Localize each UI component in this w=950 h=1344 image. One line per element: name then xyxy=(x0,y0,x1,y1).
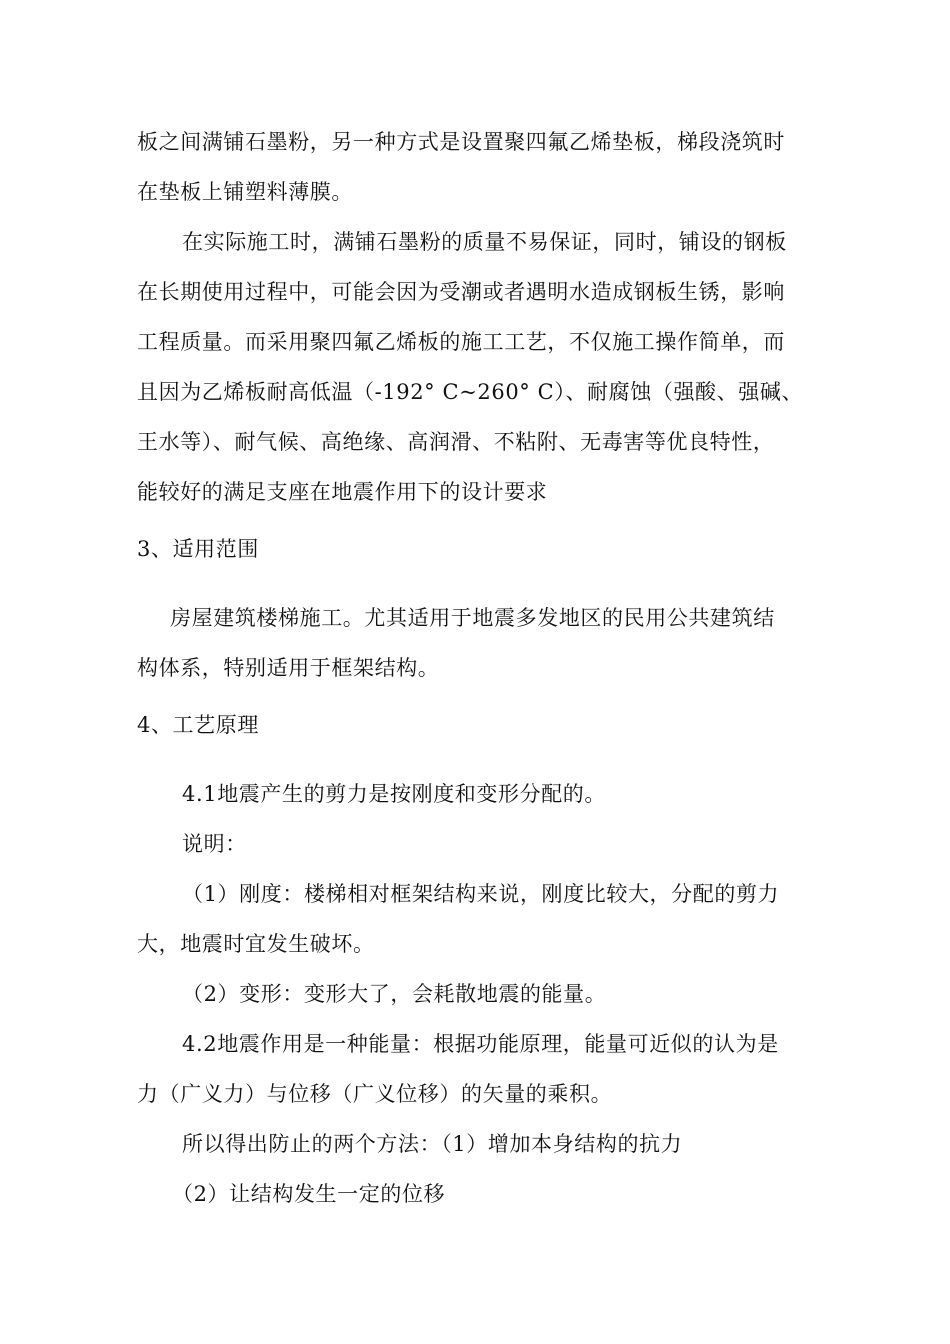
text-line-4: 在长期使用过程中，可能会因为受潮或者遇明水造成钢板生锈，影响 xyxy=(137,280,785,304)
text-line-18: 所以得出防止的两个方法：（1）增加本身结构的抗力 xyxy=(182,1132,683,1156)
text-line-3: 在实际施工时，满铺石墨粉的质量不易保证，同时，铺设的钢板 xyxy=(182,230,787,254)
text-line-15: （2）变形：变形大了，会耗散地震的能量。 xyxy=(182,982,607,1006)
text-line-14: 大，地震时宜发生破坏。 xyxy=(137,932,375,956)
text-line-1: 板之间满铺石墨粉，另一种方式是设置聚四氟乙烯垫板，梯段浇筑时 xyxy=(137,130,785,154)
text-line-7: 王水等）、耐气候、高绝缘、高润滑、不粘附、无毒害等优良特性， xyxy=(137,430,775,454)
text-line-19: （2）让结构发生一定的位移 xyxy=(172,1182,446,1206)
text-line-2: 在垫板上铺塑料薄膜。 xyxy=(137,180,353,204)
text-line-13: （1）刚度：楼梯相对框架结构来说，刚度比较大，分配的剪力 xyxy=(182,882,780,906)
text-line-10: 构体系，特别适用于框架结构。 xyxy=(137,656,440,680)
text-line-9: 房屋建筑楼梯施工。尤其适用于地震多发地区的民用公共建筑结 xyxy=(170,606,775,630)
text-line-6: 且因为乙烯板耐高低温（-192° C~260° C）、耐腐蚀（强酸、强碱、 xyxy=(137,380,804,404)
section-heading-4: 4、工艺原理 xyxy=(137,713,259,737)
section-heading-3: 3、适用范围 xyxy=(137,537,259,561)
text-line-11: 4.1地震产生的剪力是按刚度和变形分配的。 xyxy=(182,782,606,806)
text-line-17: 力（广义力）与位移（广义位移）的矢量的乘积。 xyxy=(137,1082,613,1106)
text-line-12: 说明： xyxy=(182,832,247,856)
text-line-5: 工程质量。而采用聚四氟乙烯板的施工工艺，不仅施工操作简单，而 xyxy=(137,330,785,354)
text-line-16: 4.2地震作用是一种能量：根据功能原理，能量可近似的认为是 xyxy=(182,1032,779,1056)
text-line-8: 能较好的满足支座在地震作用下的设计要求 xyxy=(137,480,548,504)
